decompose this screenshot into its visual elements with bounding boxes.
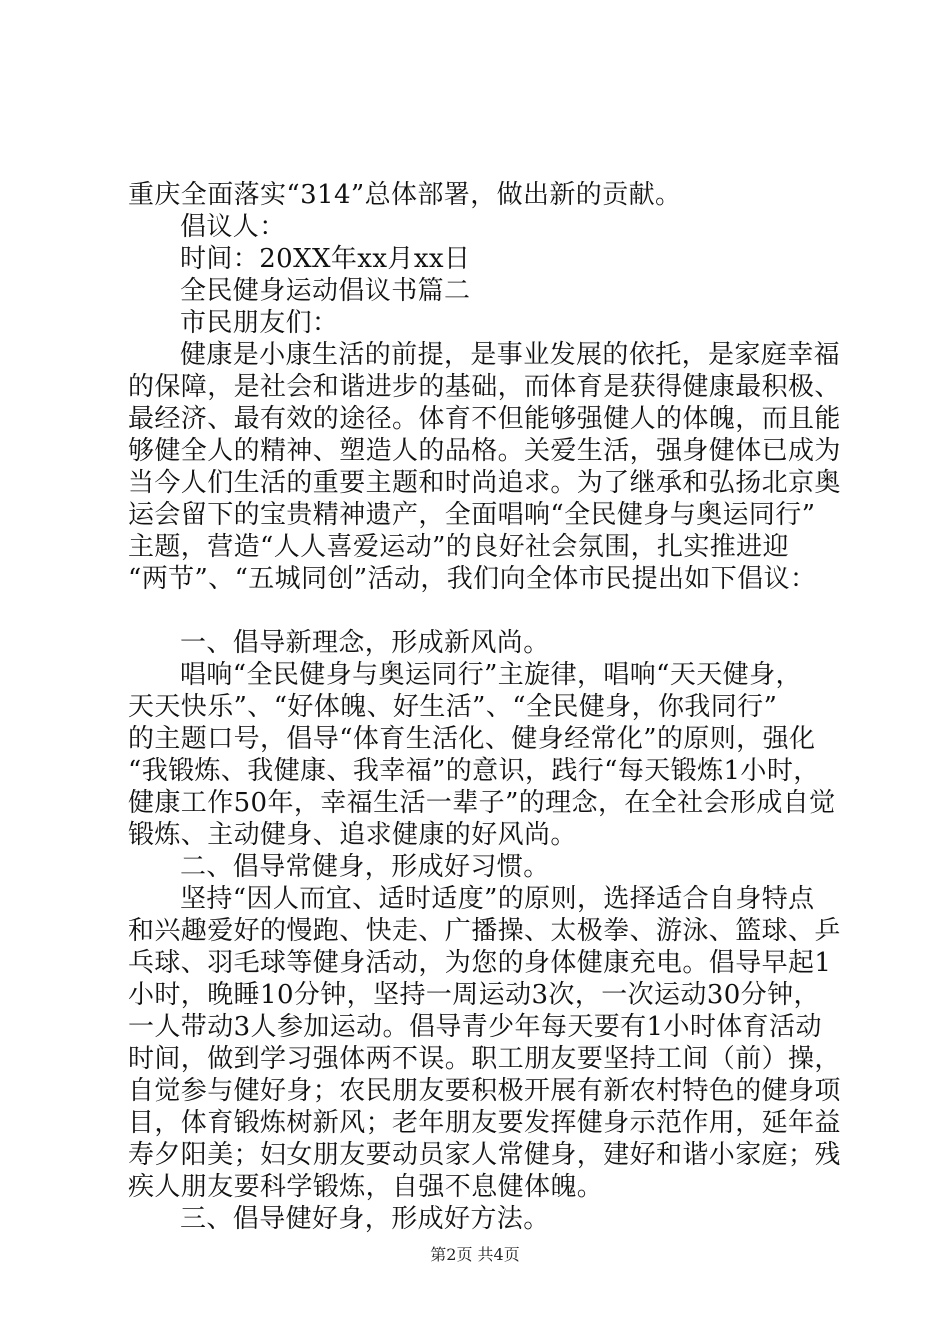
paragraph-line: 最经济、最有效的途径。体育不但能够强健人的体魄，而且能	[128, 404, 841, 434]
paragraph-line: 乓球、羽毛球等健身活动，为您的身体健康充电。倡导早起1	[128, 948, 832, 978]
heading-1: 一、倡导新理念，形成新风尚。	[180, 628, 550, 658]
paragraph-line: 疾人朋友要科学锻炼，自强不息健体魄。	[128, 1172, 604, 1202]
paragraph-line: 锻炼、主动健身、追求健康的好风尚。	[128, 820, 577, 850]
date-line: 时间：20XX年xx月xx日	[180, 244, 471, 274]
signatory-label: 倡议人：	[180, 212, 286, 242]
paragraph-line: 坚持“因人而宜、适时适度”的原则，选择适合自身特点	[180, 884, 815, 914]
paragraph-line: 天天快乐”、“好体魄、好生活”、“全民健身，你我同行”	[128, 692, 778, 722]
paragraph-line: 的保障，是社会和谐进步的基础，而体育是获得健康最积极、	[128, 372, 841, 402]
paragraph-line: 唱响“全民健身与奥运同行”主旋律，唱响“天天健身，	[180, 660, 802, 690]
paragraph-line: 运会留下的宝贵精神遗产，全面唱响“全民健身与奥运同行”	[128, 500, 816, 530]
paragraph-line: 够健全人的精神、塑造人的品格。关爱生活，强身健体已成为	[128, 436, 841, 466]
text-line: 重庆全面落实“314”总体部署，做出新的贡献。	[128, 180, 682, 210]
paragraph-line: 和兴趣爱好的慢跑、快走、广播操、太极拳、游泳、篮球、乒	[128, 916, 841, 946]
paragraph-line: 目，体育锻炼树新风；老年朋友要发挥健身示范作用，延年益	[128, 1108, 841, 1138]
paragraph-line: 主题，营造“人人喜爱运动”的良好社会氛围，扎实推进迎	[128, 532, 789, 562]
section-title: 全民健身运动倡议书篇二	[180, 276, 471, 306]
heading-2: 二、倡导常健身，形成好习惯。	[180, 852, 550, 882]
paragraph-line: 健康工作50年，幸福生活一辈子”的理念，在全社会形成自觉	[128, 788, 836, 818]
page-number-footer: 第2页 共4页	[430, 1245, 520, 1264]
salutation: 市民朋友们：	[180, 308, 339, 338]
paragraph-line: 小时，晚睡10分钟，坚持一周运动3次，一次运动30分钟，	[128, 980, 820, 1010]
paragraph-line: “我锻炼、我健康、我幸福”的意识，践行“每天锻炼1小时，	[128, 756, 820, 786]
paragraph-line: 自觉参与健好身；农民朋友要积极开展有新农村特色的健身项	[128, 1076, 841, 1106]
paragraph-line: 当今人们生活的重要主题和时尚追求。为了继承和弘扬北京奥	[128, 468, 841, 498]
paragraph-line: “两节”、“五城同创”活动，我们向全体市民提出如下倡议：	[128, 564, 817, 594]
paragraph-line: 一人带动3人参加运动。倡导青少年每天要有1小时体育活动	[128, 1012, 822, 1042]
paragraph-line: 健康是小康生活的前提，是事业发展的依托，是家庭幸福	[180, 340, 841, 370]
paragraph-line: 的主题口号，倡导“体育生活化、健身经常化”的原则，强化	[128, 724, 816, 754]
heading-3: 三、倡导健好身，形成好方法。	[180, 1204, 550, 1234]
paragraph-line: 寿夕阳美；妇女朋友要动员家人常健身，建好和谐小家庭；残	[128, 1140, 841, 1170]
paragraph-line: 时间，做到学习强体两不误。职工朋友要坚持工间（前）操，	[128, 1044, 841, 1074]
